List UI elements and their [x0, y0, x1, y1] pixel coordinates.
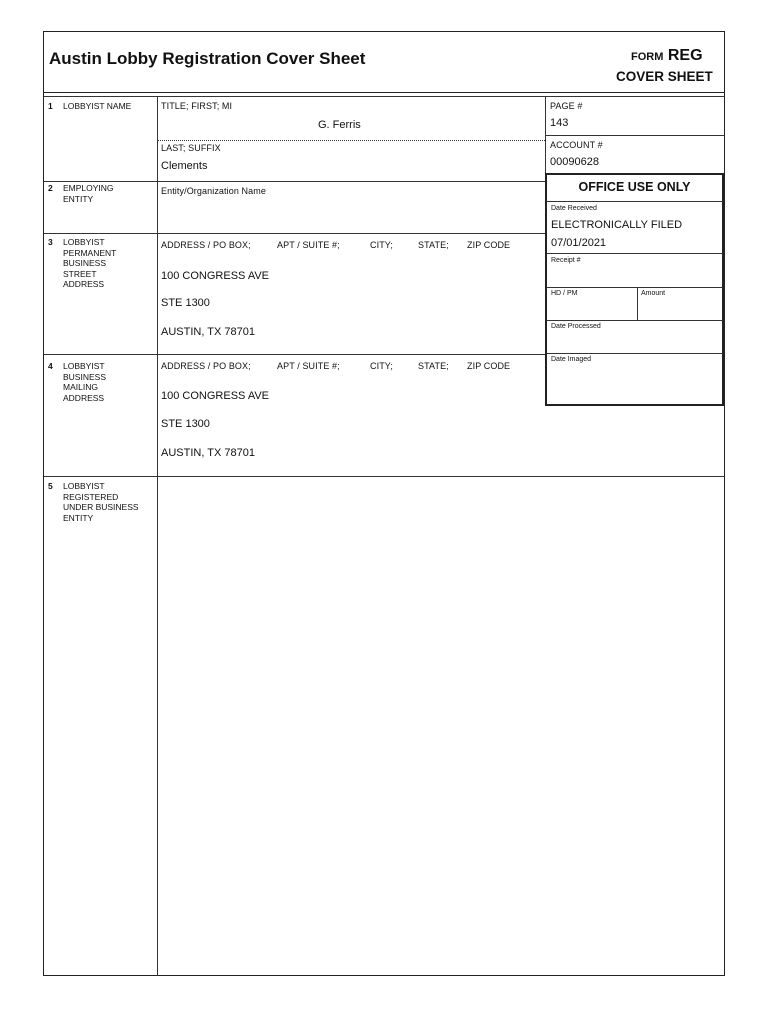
section5-number: 5	[48, 481, 53, 491]
date-received-line1: ELECTRONICALLY FILED	[551, 219, 683, 231]
section2-label: EMPLOYING ENTITY	[63, 183, 114, 204]
section3-number: 3	[48, 237, 53, 247]
entity-name-label: Entity/Organization Name	[161, 186, 266, 196]
page-number-value: 143	[550, 117, 569, 129]
date-imaged-divider	[547, 353, 723, 354]
name-divider	[158, 140, 545, 141]
section3-col-city: CITY;	[370, 240, 393, 250]
form-title: Austin Lobby Registration Cover Sheet	[49, 49, 366, 68]
header-divider-bottom	[44, 96, 725, 97]
section4-col-zip: ZIP CODE	[467, 361, 511, 371]
form-code-value: REG	[667, 47, 703, 64]
section4-col-city: CITY;	[370, 361, 393, 371]
date-processed-label: Date Processed	[551, 323, 601, 330]
last-suffix-field[interactable]: Clements	[161, 160, 208, 172]
section3-bottom-border	[44, 354, 545, 355]
office-heading-divider	[547, 201, 723, 202]
section3-col-address: ADDRESS / PO BOX;	[161, 240, 251, 250]
form-code	[631, 47, 703, 65]
page-number-label: PAGE #	[550, 101, 583, 111]
date-received-line2: 07/01/2021	[551, 237, 607, 249]
entity-name-field[interactable]	[161, 205, 541, 229]
hdpm-amount-divider	[637, 287, 638, 320]
section3-col-state: STATE;	[418, 240, 449, 250]
section4-number: 4	[48, 361, 53, 371]
date-received-label: Date Received	[551, 205, 597, 212]
section3-address-line2[interactable]: STE 1300	[161, 297, 210, 309]
cover-sheet-label: COVER SHEET	[616, 69, 713, 84]
label-column-divider	[157, 97, 158, 976]
date-imaged-label: Date Imaged	[551, 356, 592, 363]
hdpm-label: HD / PM	[551, 290, 578, 297]
receipt-divider	[547, 253, 723, 254]
section1-bottom-border	[44, 181, 545, 182]
receipt-label: Receipt #	[551, 257, 581, 264]
date-processed-divider	[547, 320, 723, 321]
section1-number: 1	[48, 101, 53, 111]
section4-col-apt: APT / SUITE #;	[277, 361, 340, 371]
section4-address-line3[interactable]: AUSTIN, TX 78701	[161, 447, 255, 459]
section3-address-line3[interactable]: AUSTIN, TX 78701	[161, 326, 255, 338]
account-number-value: 00090628	[550, 156, 599, 168]
account-number-label: ACCOUNT #	[550, 140, 603, 150]
section3-address-line1[interactable]: 100 CONGRESS AVE	[161, 270, 270, 282]
office-use-heading: OFFICE USE ONLY	[578, 180, 691, 194]
page-account-divider	[545, 135, 725, 136]
last-suffix-label: LAST; SUFFIX	[161, 143, 221, 153]
title-first-mi-label: TITLE; FIRST; MI	[161, 101, 233, 111]
section4-col-state: STATE;	[418, 361, 449, 371]
title-first-mi-field[interactable]: G. Ferris	[318, 119, 361, 131]
section4-address-line1[interactable]: 100 CONGRESS AVE	[161, 390, 270, 402]
form-prefix: FORM	[631, 51, 664, 63]
section1-label: LOBBYIST NAME	[63, 101, 132, 111]
section4-col-address: ADDRESS / PO BOX;	[161, 361, 251, 371]
section5-label: LOBBYIST REGISTERED UNDER BUSINESS ENTITY	[63, 481, 139, 523]
section3-col-zip: ZIP CODE	[467, 240, 511, 250]
hdpm-divider	[547, 287, 723, 288]
section3-label: LOBBYIST PERMANENT BUSINESS STREET ADDRESS	[63, 237, 117, 289]
section2-bottom-border	[44, 233, 545, 234]
section3-col-apt: APT / SUITE #;	[277, 240, 340, 250]
amount-label: Amount	[641, 290, 666, 297]
section4-label: LOBBYIST BUSINESS MAILING ADDRESS	[63, 361, 106, 403]
section4-bottom-border	[44, 476, 725, 477]
header-divider-top	[44, 92, 725, 93]
section4-address-line2[interactable]: STE 1300	[161, 418, 210, 430]
section2-number: 2	[48, 183, 53, 193]
